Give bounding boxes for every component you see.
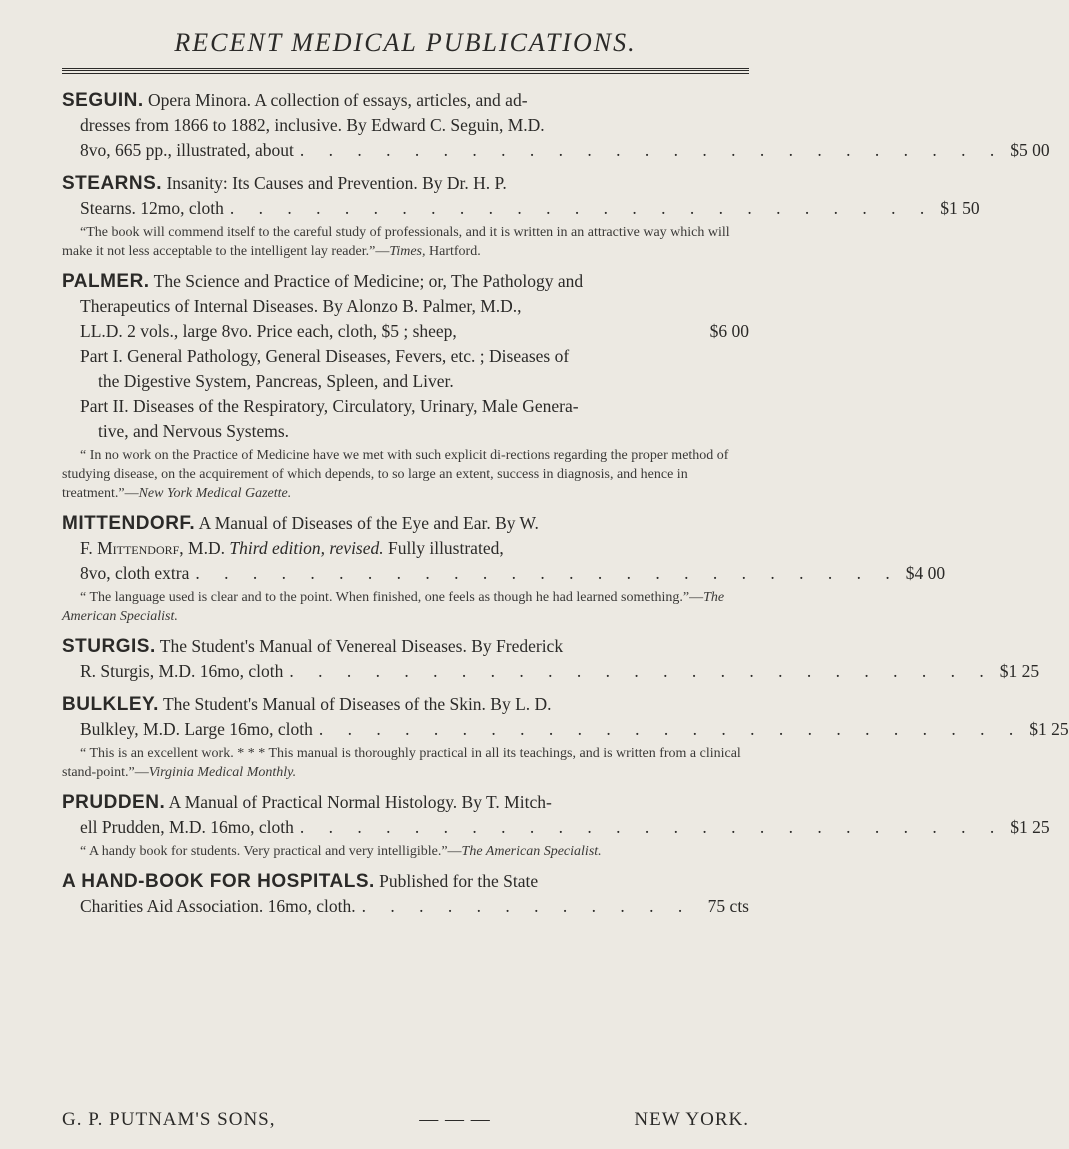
quote-source: Times,	[389, 244, 426, 259]
leader-dots: . . . . . . . . . . . . . . . . . . . . . . . . .	[289, 661, 994, 681]
entry-author: A HAND-BOOK FOR HOSPITALS.	[62, 871, 375, 892]
part-one	[62, 344, 749, 394]
entry-price: $1 25	[1029, 719, 1069, 739]
entry-description-cont: dresses from 1866 to 1882, inclusive. By Edward C. Seguin, M.D.	[80, 115, 545, 135]
entry-format: Charities Aid Association. 16mo, cloth.	[80, 896, 356, 916]
entry-author: STEARNS.	[62, 173, 163, 194]
leader-dots: . . . . . . . . . . . . . . . . . . . . . . . . .	[299, 817, 1005, 837]
quote-text: “ A handy book for students. Very practical and very intelligible.”—	[80, 844, 462, 859]
entry-format: Bulkley, M.D. Large 16mo, cloth	[80, 719, 313, 739]
quote-text: “ The language used is clear and to the point. When finished, one feels as though he had learned something.”—	[80, 590, 704, 605]
entry-price-line	[62, 196, 980, 221]
entry-description: The Student's Manual of Diseases of the Skin. By L. D.	[162, 694, 552, 714]
quote-text: “ This is an excellent work. * * * This manual is thoroughly practical in all its teachings, and is written from a clinical stand-point.”—	[62, 746, 741, 780]
footer-dashes: — — —	[419, 1109, 491, 1130]
publisher-footer	[62, 1109, 749, 1131]
entry-illustration-note: Fully illustrated,	[388, 538, 504, 558]
entry-format: ell Prudden, M.D. 16mo, cloth	[80, 817, 294, 837]
review-quote	[62, 446, 749, 503]
leader-dots	[457, 319, 710, 344]
publisher-name: G. P. PUTNAM'S SONS,	[62, 1109, 276, 1130]
part-two	[62, 394, 749, 444]
entry-format: 8vo, cloth extra	[80, 563, 190, 583]
entry-price-line	[62, 894, 749, 919]
leader-dots: . . . . . . . . . . . . . . . . . . . . . . . . .	[318, 719, 1024, 739]
review-quote	[62, 744, 749, 782]
entry-price-line	[62, 319, 749, 344]
quote-text: “ In no work on the Practice of Medicine have we met with such explicit di-rections regarding the proper method of studying disease, on the acquirement of which depends, to so large an extent, success in diagnosis, and hence in treatment.”—	[62, 448, 729, 501]
entry-price: $5 00	[1010, 140, 1050, 160]
leader-dots: . . . . . . . . . . . . . . . . . . . . . . . . .	[299, 140, 1005, 160]
entry-format: Stearns. 12mo, cloth	[80, 198, 224, 218]
review-quote	[62, 588, 749, 626]
leader-dots: . . . . . . . . . . . .	[361, 896, 693, 916]
entry-price-line	[62, 138, 1050, 163]
entry-author: STURGIS.	[62, 636, 156, 657]
review-quote	[62, 223, 749, 261]
entry-description: Published for the State	[379, 871, 539, 891]
entry-description: Insanity: Its Causes and Prevention. By Dr. H. P.	[166, 173, 507, 193]
entry-description: Opera Minora. A collection of essays, articles, and ad-	[148, 90, 528, 110]
review-quote	[62, 842, 749, 861]
entry-stearns	[62, 171, 980, 261]
entry-format: 8vo, 665 pp., illustrated, about	[80, 140, 294, 160]
part-one-cont: the Digestive System, Pancreas, Spleen, and Liver.	[98, 371, 454, 391]
part-two-text: Part II. Diseases of the Respiratory, Circulatory, Urinary, Male Genera-	[80, 396, 579, 416]
entry-description: The Science and Practice of Medicine; or, The Pathology and	[153, 271, 584, 291]
entry-prudden	[62, 790, 1050, 861]
entry-description-cont: Therapeutics of Internal Diseases. By Alonzo B. Palmer, M.D.,	[80, 296, 522, 316]
entry-format: LL.D. 2 vols., large 8vo. Price each, cloth, $5 ; sheep,	[80, 321, 457, 341]
entry-format: R. Sturgis, M.D. 16mo, cloth	[80, 661, 284, 681]
entry-mittendorf	[62, 511, 946, 626]
quote-source-place: Hartford.	[425, 244, 481, 259]
entry-price: 75 cts	[707, 896, 749, 916]
publisher-city: NEW YORK.	[634, 1109, 749, 1130]
running-head: RECENT MEDICAL PUBLICATIONS.	[174, 28, 637, 57]
entry-description-cont	[62, 536, 749, 561]
entry-author-name: F. Mittendorf, M.D.	[80, 538, 226, 558]
entry-price-line	[62, 561, 946, 586]
entry-price: $1 50	[940, 198, 980, 218]
quote-source: New York Medical Gazette.	[138, 486, 292, 501]
leader-dots: . . . . . . . . . . . . . . . . . . . . . . . . .	[195, 563, 900, 583]
entry-author: SEGUIN.	[62, 90, 144, 111]
entry-price: $6 00	[709, 321, 749, 341]
entry-price-line	[62, 659, 1040, 684]
entry-author: PALMER.	[62, 271, 150, 292]
header-rule	[62, 68, 749, 74]
entry-author: BULKLEY.	[62, 694, 159, 715]
entry-price-line	[62, 717, 1069, 742]
entry-description: A Manual of Practical Normal Histology. By T. Mitch-	[168, 792, 552, 812]
entry-bulkley	[62, 692, 1069, 782]
part-two-cont: tive, and Nervous Systems.	[98, 421, 290, 441]
entry-description: A Manual of Diseases of the Eye and Ear. By W.	[198, 513, 539, 533]
part-one-text: Part I. General Pathology, General Diseases, Fevers, etc. ; Diseases of	[80, 346, 570, 366]
quote-source: The American Specialist.	[62, 590, 725, 624]
entry-price: $1 25	[1010, 817, 1050, 837]
entry-price: $4 00	[905, 563, 946, 583]
quote-source: The American Specialist.	[461, 844, 602, 859]
entry-edition: Third edition, revised.	[229, 538, 384, 558]
quote-source: Virginia Medical Monthly.	[148, 765, 297, 780]
entry-author: PRUDDEN.	[62, 792, 166, 813]
entry-palmer	[62, 269, 749, 503]
quote-text: “The book will commend itself to the careful study of professionals, and it is written in an attractive way which will make it not less acceptable to the intelligent lay reader.”—	[62, 225, 730, 259]
entry-sturgis	[62, 634, 1040, 684]
entry-price: $1 25	[999, 661, 1040, 681]
entry-hospitals-handbook	[62, 869, 749, 919]
entry-description: The Student's Manual of Venereal Diseases. By Frederick	[159, 636, 564, 656]
entry-author: MITTENDORF.	[62, 513, 196, 534]
leader-dots: . . . . . . . . . . . . . . . . . . . . . . . . .	[229, 198, 935, 218]
entry-seguin	[62, 88, 1050, 163]
entry-price-line	[62, 815, 1050, 840]
